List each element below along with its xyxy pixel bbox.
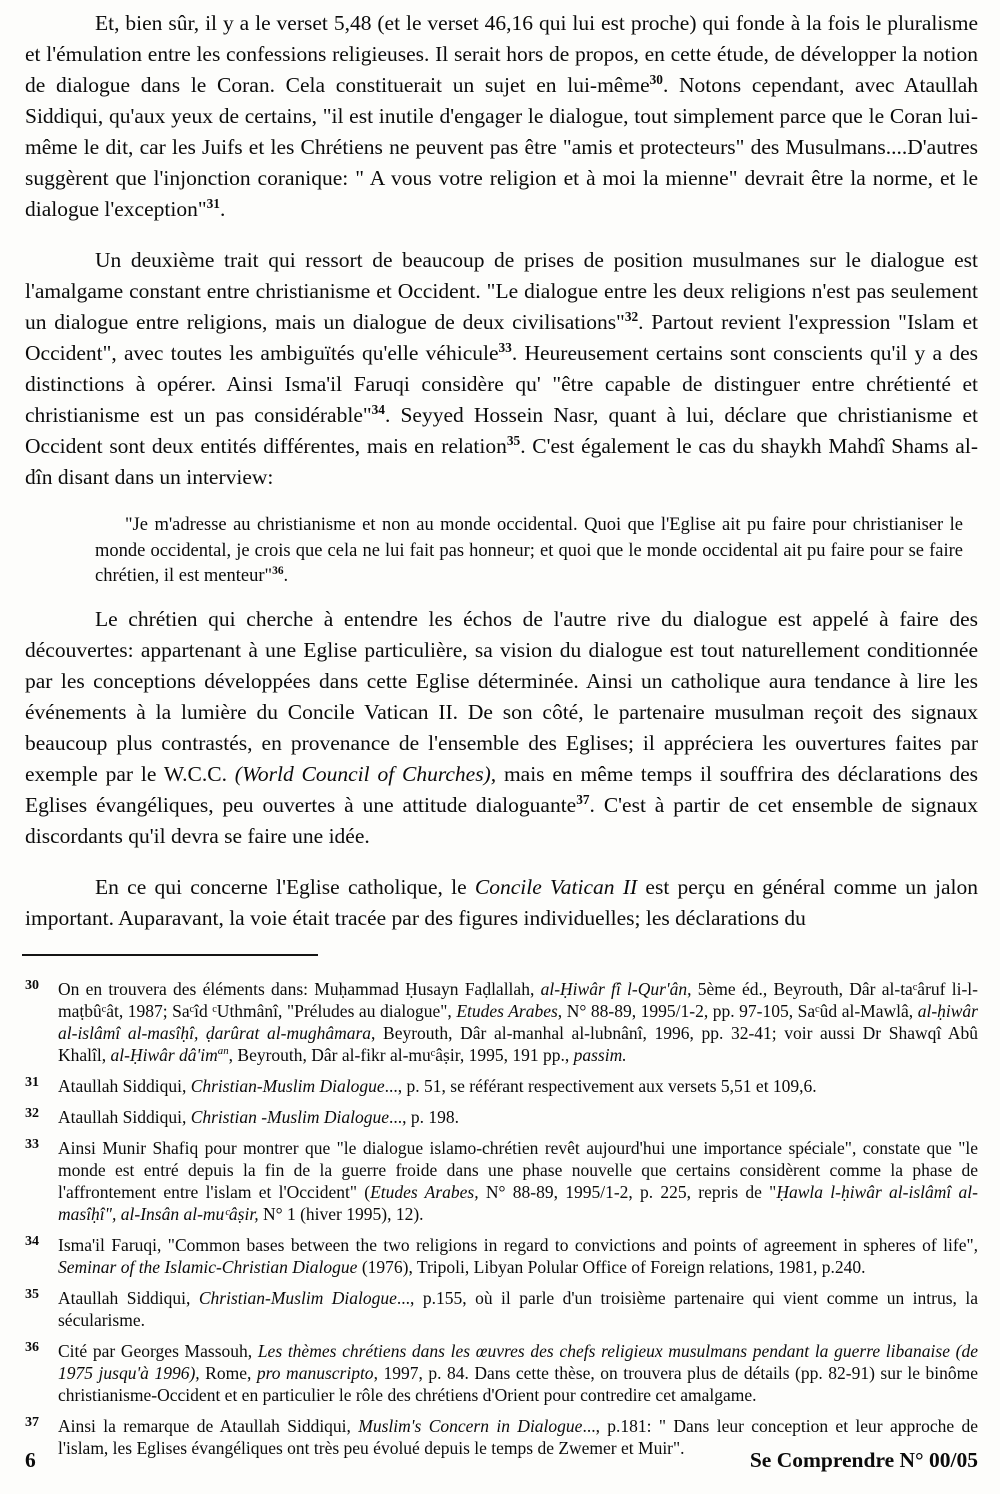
- text-segment: N° 1 (hiver 1995), 12).: [258, 1203, 424, 1224]
- footnote-text: [58, 979, 978, 1065]
- text-segment: , Seminar of the Islamic-Christian Dialogue: [58, 1234, 978, 1277]
- text-segment: .: [219, 197, 226, 221]
- text-segment: al-Ḥiwâr fî l-Qur'ân: [540, 978, 688, 999]
- footnote-marker: 37: [576, 791, 590, 807]
- text-segment: . Heureusement certains sont conscients qu'il y a des distinctions à opérer. Ainsi Isma'il Faruqi considère qu' "être capable de distinguer entre chrétienté et christianisme est un pas considérable": [25, 341, 978, 427]
- text-segment: . C'est également le cas du shaykh Mahdî Shams al-dîn disant dans un interview:: [25, 434, 978, 489]
- text-segment: N° 88-89, 1995/1-2, p. 225, repris de ": [478, 1181, 777, 1202]
- journal-reference: Se Comprendre N° 00/05: [749, 1448, 978, 1472]
- text-segment: ..., p. 51, se référant respectivement aux versets 5,51 et 109,6.: [384, 1075, 817, 1096]
- footnote-text: [58, 1138, 978, 1224]
- text-segment: Ataullah Siddiqui,: [58, 1106, 191, 1127]
- body-paragraph: [25, 8, 978, 225]
- footnote-number: 30: [25, 977, 39, 993]
- footnotes-section: [25, 978, 978, 1459]
- text-segment: "Je m'adresse au christianisme et non au monde occidental. Quoi que l'Eglise ait pu faire pour christianiser le monde occidental, je crois que cela ne lui fait pas honneur; et quoi que le monde occidental ait pu faire pour se faire chrétien, il est menteur": [95, 515, 963, 586]
- body-paragraph: [25, 604, 978, 852]
- text-segment: . Seyyed Hossein Nasr, quant à lui, déclare que christianisme et Occident sont deux entités différentes, mais en relation: [25, 403, 978, 458]
- text-segment: al-ḥiwâr al-islâmî al-masîḥî, ḍarûrat al-mughâmara: [58, 1000, 978, 1043]
- footnote: [25, 1340, 978, 1406]
- text-segment: Christian -Muslim Dialogue: [190, 1106, 390, 1127]
- text-segment: an: [217, 1044, 229, 1057]
- footnote-number: 37: [25, 1414, 39, 1430]
- text-segment: est perçu en général comme un jalon important. Auparavant, la voie était tracée par des figures individuelles; les déclarations du: [25, 874, 978, 930]
- footnote-number: 34: [25, 1233, 39, 1249]
- text-segment: , Beyrouth, Dâr al-fikr al-muᶜâṣir, 1995, 191 pp.,: [228, 1044, 574, 1065]
- text-segment: Ḥawla l-ḥiwâr al-islâmî al-masîḥî", al-Insân al-muᶜâṣir,: [58, 1181, 978, 1224]
- footnote-number: 33: [25, 1136, 39, 1152]
- page-footer: [25, 1448, 978, 1473]
- text-segment: , Beyrouth, Dâr al-manhal al-lubnânî, 1996, pp. 32-41; voir aussi Dr Shawqî Abû Khalîl,: [58, 1022, 978, 1065]
- text-segment: Muslim's Concern in Dialogue: [358, 1415, 583, 1436]
- footnote-text: [58, 1076, 817, 1096]
- footnote-number: 36: [25, 1339, 39, 1355]
- text-segment: En ce qui concerne l'Eglise catholique, le: [95, 874, 475, 899]
- main-text: [25, 8, 978, 934]
- footnote: [25, 1106, 978, 1128]
- text-segment: Rome,: [199, 1362, 257, 1383]
- footnote-marker: 31: [206, 195, 220, 211]
- text-segment: ..., p.155, où il parle d'un troisième partenaire qui vient comme un intrus, la sécularisme.: [58, 1287, 979, 1330]
- text-segment: Les thèmes chrétiens dans les œuvres des chefs religieux musulmans pendant la guerre libanaise (de 1975 jusqu'à 1996),: [58, 1340, 978, 1383]
- text-segment: Christian-Muslim Dialogue: [198, 1287, 397, 1308]
- text-segment: . C'est à partir de cet ensemble de signaux discordants qu'il devra se faire une idée.: [25, 792, 978, 848]
- footnote-text: [58, 1235, 978, 1277]
- footnote-marker: 36: [272, 564, 284, 577]
- footnote-marker: 33: [498, 339, 512, 355]
- text-segment: (World Council of Churches),: [234, 761, 497, 786]
- text-segment: mais en même temps il souffrira des déclarations des Eglises évangéliques, peu ouvertes à une attitude dialoguante: [25, 761, 979, 817]
- body-paragraph: [25, 245, 978, 493]
- text-segment: . Notons cependant, avec Ataullah Siddiqui, qu'aux yeux de certains, "il est inutile d'engager le dialogue, tout simplement parce que le Coran lui-même le dit, car les Juifs et les Chrétiens ne peuvent pas être "amis et protecteurs" des Musulmans....D'autres suggèrent que l'injonction coranique: " A vous votre religion et à moi la mienne" devrait être la norme, et le dialogue l'exception": [25, 73, 978, 221]
- text-segment: Ainsi Munir Shafiq pour montrer que "le dialogue islamo-chrétien revêt aujourd'hui une importance spéciale", constate que "le monde est entré depuis la fin de la guerre froide dans une phase nouvelle que certains considèrent comme la phase de l'affrontement entre l'islam et l'Occident" (: [58, 1137, 978, 1202]
- text-segment: passim.: [573, 1044, 627, 1065]
- text-segment: Ataullah Siddiqui,: [58, 1075, 191, 1096]
- text-segment: , 1997, p. 84. Dans cette thèse, on trouvera plus de détails (pp. 82-91) sur le binôme christianisme-Occident et en particulier le rôle des chrétiens d'Orient pour contredire cet amalgame.: [58, 1362, 978, 1405]
- text-segment: , N° 88-89, 1995/1-2, pp. 97-105, Saᶜûd al-Mawlâ,: [557, 1000, 918, 1021]
- footnote-marker: 34: [371, 401, 385, 417]
- footnote-marker: 30: [649, 71, 663, 87]
- text-segment: Ataullah Siddiqui,: [58, 1287, 199, 1308]
- text-segment: Cité par Georges Massouh,: [58, 1340, 258, 1361]
- text-segment: Etudes Arabes,: [370, 1181, 479, 1202]
- footnote-number: 35: [25, 1286, 39, 1302]
- text-segment: , 5ème éd., Beyrouth, Dâr al-taᶜâruf li-l-maṭbûᶜât, 1987; Saᶜîd ᶜUthmânî, "Préludes au dialogue",: [58, 978, 978, 1021]
- text-segment: ..., p. 198.: [389, 1106, 460, 1127]
- text-segment: Le chrétien qui cherche à entendre les échos de l'autre rive du dialogue est appelé à faire des découvertes: appartenant à une Eglise particulière, sa vision du dialogue est tout naturellement conditionnée par les conceptions développées dans cette Eglise déterminée. Ainsi un catholique aura tendance à lire les événements à la lumière du Concile Vatican II. De son côté, le partenaire musulman reçoit des signaux beaucoup plus contrastés, en provenance de l'ensemble des Eglises; il appréciera les ouvertures faites par exemple par le W.C.C.: [25, 606, 978, 786]
- footnote-text: [58, 1288, 978, 1330]
- footnote: [25, 1234, 978, 1278]
- text-segment: Isma'il Faruqi, "Common bases between the two religions in regard to convictions and points of agreement in spheres of life": [58, 1234, 974, 1255]
- footnote-marker: 32: [624, 308, 639, 324]
- footnote: [25, 1137, 978, 1225]
- footnote-separator: [22, 954, 318, 956]
- footnote: [25, 1075, 978, 1097]
- text-segment: . Partout revient l'expression "Islam et Occident", avec toutes les ambiguïtés qu'elle véhicule: [25, 310, 978, 365]
- footnote-text: [58, 1341, 978, 1405]
- footnote-number: 32: [25, 1105, 39, 1121]
- body-paragraph: [25, 872, 978, 934]
- page-number: 6: [25, 1448, 36, 1472]
- footnote-text: [58, 1107, 459, 1127]
- text-segment: Etudes Arabes: [456, 1000, 558, 1021]
- quoted-interview-excerpt: [95, 513, 963, 590]
- text-segment: Et, bien sûr, il y a le verset 5,48 (et le verset 46,16 qui lui est proche) qui fonde à la fois le pluralisme et l'émulation entre les confessions religieuses. Il serait hors de propos, en cette étude, de développer la notion de dialogue dans le Coran. Cela constituerait un sujet en lui-même: [25, 11, 978, 97]
- text-segment: Ainsi la remarque de Ataullah Siddiqui,: [58, 1415, 359, 1436]
- text-segment: (1976), Tripoli, Libyan Polular Office of Foreign relations, 1981, p.240.: [357, 1256, 866, 1277]
- text-segment: .: [283, 566, 289, 586]
- footnote-number: 31: [25, 1074, 39, 1090]
- footnote: [25, 1287, 978, 1331]
- text-segment: pro manuscripto: [256, 1362, 374, 1383]
- text-segment: On en trouvera des éléments dans: Muḥammad Ḥusayn Faḍlallah,: [58, 978, 541, 999]
- text-segment: Concile Vatican II: [474, 874, 638, 899]
- text-segment: Christian-Muslim Dialogue: [190, 1075, 385, 1096]
- text-segment: Un deuxième trait qui ressort de beaucoup de prises de position musulmanes sur le dialogue est l'amalgame constant entre christianisme et Occident. "Le dialogue entre les deux religions n'est pas seulement un dialogue entre religions, mais un dialogue de deux civilisations": [25, 248, 978, 334]
- text-segment: al-Ḥiwâr dâ'im: [110, 1044, 218, 1065]
- footnote-marker: 35: [506, 432, 521, 448]
- text-segment: ..., p.181: " Dans leur conception et leur approche de l'islam, les Eglises évangéliques ont très peu évolué depuis le temps de Zwemer et Muir".: [58, 1415, 978, 1458]
- footnote: [25, 978, 978, 1066]
